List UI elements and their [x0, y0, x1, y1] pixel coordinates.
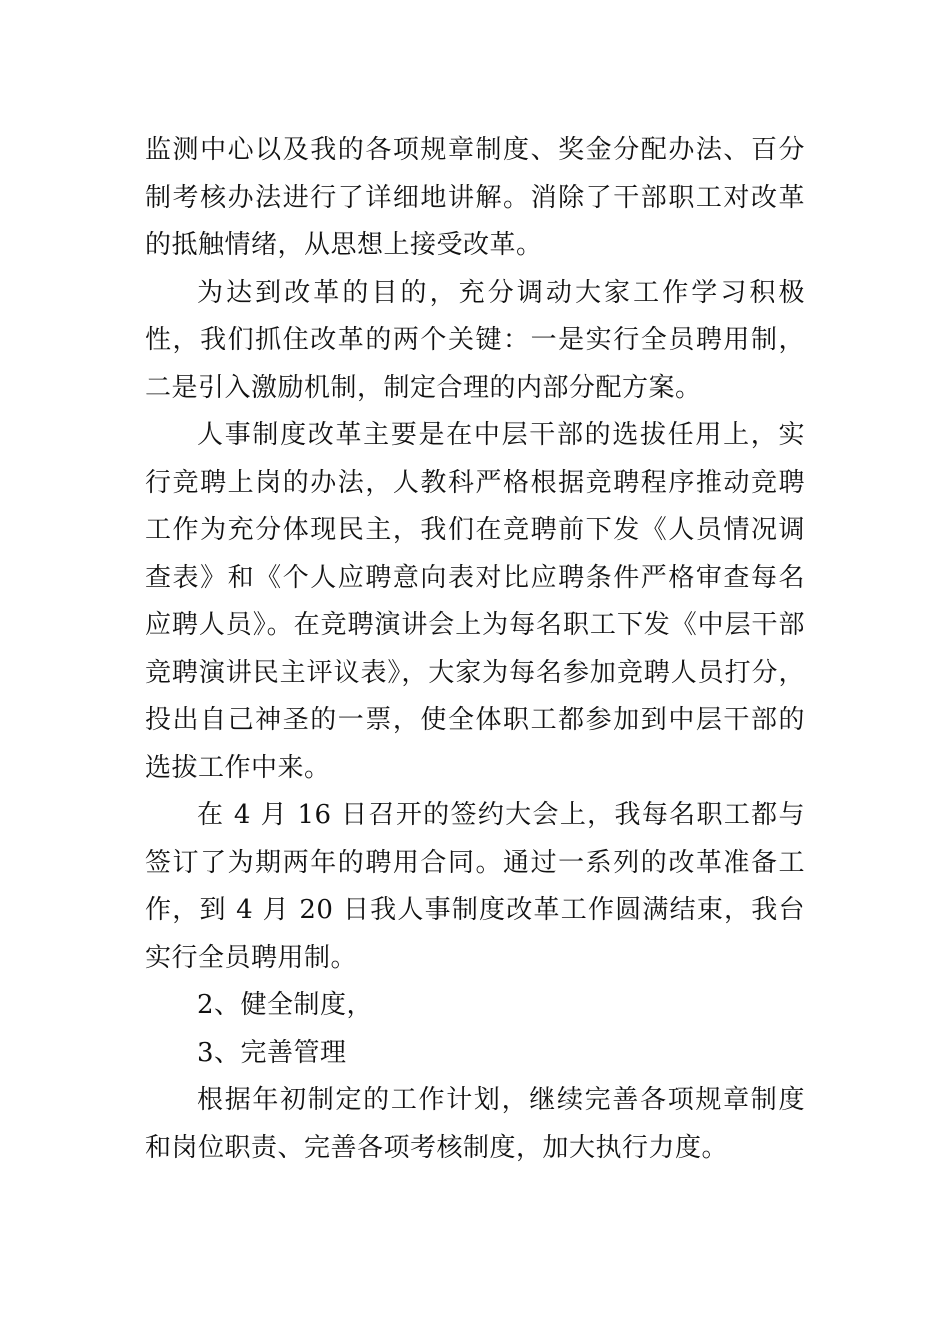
list-item-improve-management: 3、完善管理: [197, 1037, 347, 1068]
document-body: [145, 127, 805, 1172]
paragraph-reform-keys: 为达到改革的目的，充分调动大家工作学习积极性，我们抓住改革的两个关键：一是实行全员聘用制，二是引入激励机制，制定合理的内部分配方案。: [145, 277, 805, 403]
paragraph-work-plan: 根据年初制定的工作计划，继续完善各项规章制度和岗位职责、完善各项考核制度，加大执行力度。: [145, 1085, 805, 1163]
paragraph-contract-signing: 在 4 月 16 日召开的签约大会上，我每名职工都与签订了为期两年的聘用合同。通过一系列的改革准备工作，到 4 月 20 日我人事制度改革工作圆满结束，我台实行全员聘用制。: [145, 800, 805, 973]
paragraph-personnel-reform: 人事制度改革主要是在中层干部的选拔任用上，实行竞聘上岗的办法，人教科严格根据竞聘程序推动竞聘工作为充分体现民主，我们在竞聘前下发《人员情况调查表》和《个人应聘意向表对比应聘条件严格审查每名应聘人员》。在竞聘演讲会上为每名职工下发《中层干部竞聘演讲民主评议表》，大家为每名参加竞聘人员打分，投出自己神圣的一票，使全体职工都参加到中层干部的选拔工作中来。: [145, 420, 805, 783]
paragraph-continuation: 监测中心以及我的各项规章制度、奖金分配办法、百分制考核办法进行了详细地讲解。消除了干部职工对改革的抵触情绪，从思想上接受改革。: [145, 135, 805, 260]
list-item-improve-system: 2、健全制度，: [197, 990, 374, 1020]
